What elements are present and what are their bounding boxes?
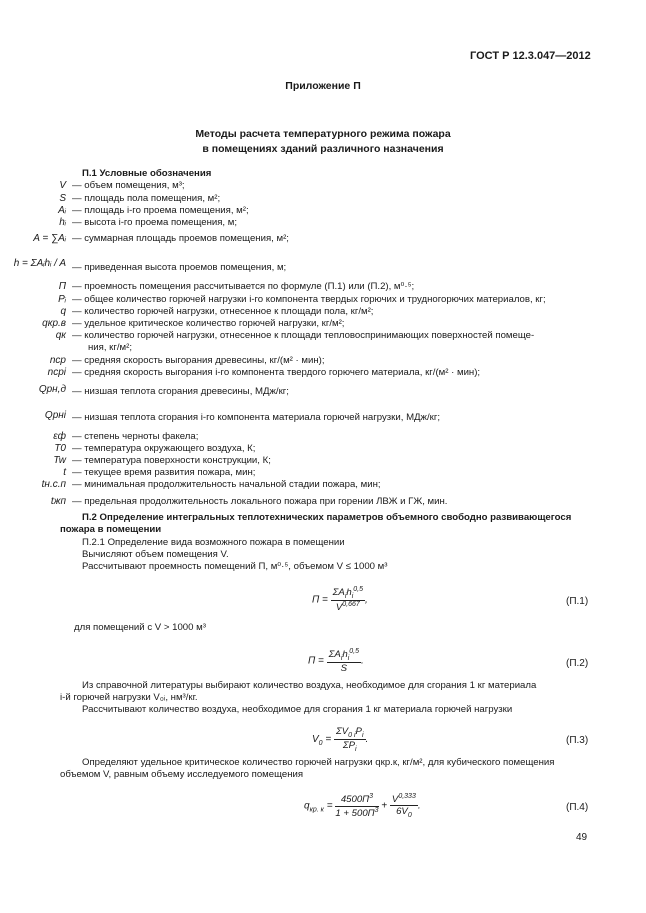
equation-label: (П.2) — [566, 658, 589, 669]
symbol-description: — общее количество горючей нагрузки i-го компонента твердых горючих и трудногорючих материалов, кг; — [72, 294, 546, 305]
symbol: Qрн,д — [38, 384, 66, 395]
symbol: qкр.в — [42, 318, 66, 329]
symbol-description: — площадь пола помещения, м²; — [72, 193, 221, 204]
symbol-description: — количество горючей нагрузки, отнесенное к площади пола, кг/м²; — [72, 306, 374, 317]
symbol-description: — высота i-го проема помещения, м; — [72, 217, 238, 228]
formula-p2: П = $\frac{\Sigma A_ih_i^{0,5}}{S}$ . — [308, 648, 364, 675]
symbol-description: — степень черноты факела; — [72, 431, 199, 442]
symbol: Tw — [53, 455, 66, 466]
symbol-description: — площадь i-го проема помещения, м²; — [72, 205, 249, 216]
symbol-description: — средняя скорость выгорания i-го компонента твердого горючего материала, кг/(м² · мин); — [72, 367, 481, 378]
p1-heading: П.1 Условные обозначения — [82, 168, 212, 179]
symbol: T0 — [54, 443, 66, 454]
symbol-description: — удельное критическое количество горючей нагрузки, кг/м²; — [72, 318, 345, 329]
calc-volume-text: Вычисляют объем помещения V. — [82, 549, 229, 560]
symbol: t — [63, 467, 66, 478]
page-number: 49 — [576, 832, 588, 843]
equation-label: (П.1) — [566, 596, 589, 607]
formula-p1: П = $\frac{\Sigma A_ih_i^{0,5}}{V^{0,667}}$ , — [312, 586, 368, 614]
symbol-description: — предельная продолжительность локального пожара при горении ЛВЖ и ГЖ, мин. — [72, 496, 448, 507]
symbol: nср — [49, 355, 66, 366]
formula-p4: $q_{кр. к}$ = $\frac{4500П^3}{1 + 500П^3}$ + $\frac{V^{0,333}}{6V_0}$ . — [304, 793, 421, 820]
section-title-line2: в помещениях зданий различного назначения — [202, 143, 444, 155]
equation-label: (П.3) — [566, 735, 589, 746]
symbol-description: — проемность помещения рассчитывается по формуле (П.1) или (П.2), м⁰·⁵; — [72, 281, 415, 292]
for-rooms-text: для помещений с V > 1000 м³ — [74, 622, 206, 633]
formula-p3: $V_0$ = $\frac{\Sigma V_{0 i}P_i}{\Sigma P_i}$ . — [312, 726, 369, 753]
symbol: q — [60, 306, 66, 317]
symbol-description: — объем помещения, м³; — [72, 180, 185, 191]
symbol: εф — [53, 431, 66, 442]
standard-header: ГОСТ Р 12.3.047—2012 — [470, 50, 591, 62]
symbol: hᵢ — [59, 217, 66, 228]
symbol: tжп — [50, 496, 66, 507]
symbol-description: — низшая теплота сгорания древесины, МДж/кг; — [72, 386, 289, 397]
symbol-description: — температура поверхности конструкции, К; — [72, 455, 271, 466]
symbol-description-continued: ния, кг/м²; — [88, 342, 133, 353]
define-text-line1: Определяют удельное критическое количество горючей нагрузки qкр.к, кг/м², для кубического помещения — [82, 757, 555, 768]
symbol: Aᵢ — [58, 205, 66, 216]
symbol-description: — низшая теплота сгорания i-го компонента материала горючей нагрузки, МДж/кг; — [72, 412, 441, 423]
define-text-line2: объемом V, равным объему исследуемого помещения — [60, 769, 304, 780]
symbol: h = ΣAᵢhᵢ / A — [13, 258, 66, 269]
calc-openness-text: Рассчитывают проемность помещений П, м⁰·⁵, объемом V ≤ 1000 м³ — [82, 561, 388, 572]
symbol: tн.с.п — [41, 479, 66, 490]
symbol-description: — количество горючей нагрузки, отнесенное к площади тепловоспринимающих поверхностей помеще- — [72, 330, 535, 341]
symbol: Qрнi — [44, 410, 66, 421]
symbol: S — [59, 193, 66, 204]
p2-heading-line2: пожара в помещении — [60, 524, 162, 535]
p21-heading: П.2.1 Определение вида возможного пожара в помещении — [82, 537, 345, 548]
symbol: nсрi — [47, 367, 66, 378]
symbol: qк — [55, 330, 66, 341]
reference-text-line2: i-й горючей нагрузки V₀ᵢ, нм³/кг. — [60, 692, 198, 703]
symbol-description: — текущее время развития пожара, мин; — [72, 467, 256, 478]
symbol-description: — температура окружающего воздуха, К; — [72, 443, 256, 454]
equation-label: (П.4) — [566, 802, 589, 813]
section-title-line1: Методы расчета температурного режима пожара — [195, 128, 451, 140]
symbol-description: — суммарная площадь проемов помещения, м²; — [72, 233, 289, 244]
symbol: V — [59, 180, 66, 191]
calc-air-text: Рассчитывают количество воздуха, необходимое для сгорания 1 кг материала горючей нагрузки — [82, 704, 513, 715]
symbol-description: — приведенная высота проемов помещения, м; — [72, 262, 287, 273]
symbol-description: — средняя скорость выгорания древесины, кг/(м² · мин); — [72, 355, 325, 366]
symbol: A = ∑Aᵢ — [33, 233, 66, 244]
appendix-title: Приложение П — [285, 80, 361, 92]
p2-heading-line1: П.2 Определение интегральных теплотехнических параметров объемного свободно развивающегося — [82, 512, 572, 523]
symbol-description: — минимальная продолжительность начальной стадии пожара, мин; — [72, 479, 381, 490]
symbol: П — [58, 281, 66, 292]
reference-text-line1: Из справочной литературы выбирают количество воздуха, необходимое для сгорания 1 кг материала — [82, 680, 537, 691]
symbol: Pᵢ — [58, 294, 66, 305]
